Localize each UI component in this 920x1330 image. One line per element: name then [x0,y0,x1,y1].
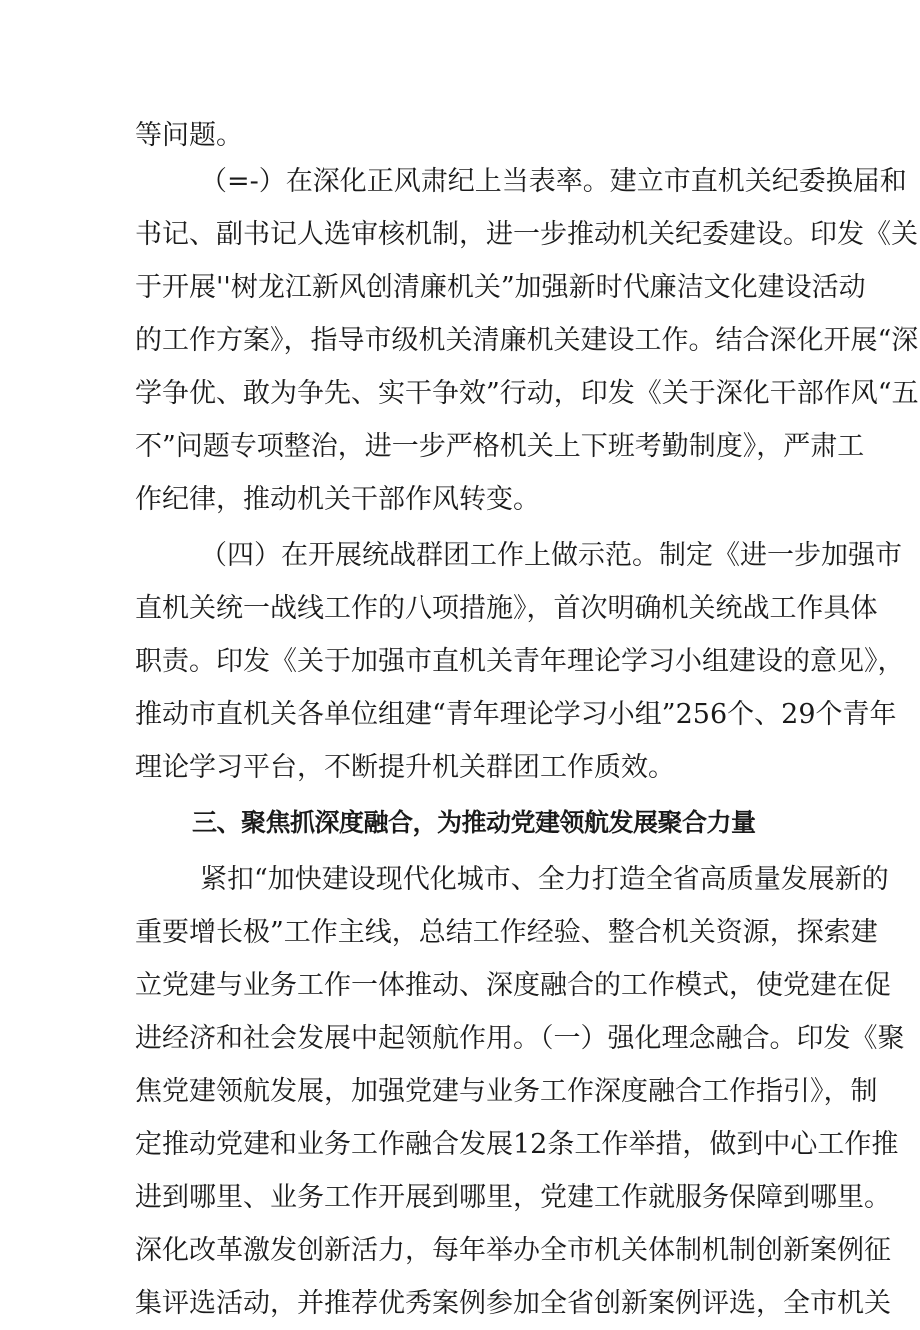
body-line-clipped: 集评选活动，并推荐优秀案例参加全省创新案例评选，全市机关 [135,1288,891,1319]
paragraph-first-line: 紧扣“加快建设现代化城市、全力打造全省高质量发展新的 [200,864,889,895]
body-line: 不”问题专项整治，进一步严格机关上下班考勤制度》，严肃工 [135,431,865,462]
body-line-last: 作纪律，推动机关干部作风转变。 [135,484,540,515]
body-line: 于开展''树龙江新风创清廉机关”加强新时代廉洁文化建设活动 [135,272,866,303]
body-line: 职责。印发《关于加强市直机关青年理论学习小组建设的意见》， [135,646,905,677]
body-line: 的工作方案》，指导市级机关清廉机关建设工作。结合深化开展“深 [135,325,919,356]
section-4-first-line: （四）在开展统战群团工作上做示范。制定《进一步加强市 [200,540,902,571]
body-line: 进到哪里、业务工作开展到哪里，党建工作就服务保障到哪里。 [135,1182,891,1213]
body-line: 学争优、敢为争先、实干争效”行动，印发《关于深化干部作风“五 [135,378,919,409]
body-line: 立党建与业务工作一体推动、深度融合的工作模式，使党建在促 [135,970,891,1001]
body-line: 进经济和社会发展中起领航作用。（一）强化理念融合。印发《聚 [135,1023,905,1054]
body-line: 推动市直机关各单位组建“青年理论学习小组”256个、29个青年 [135,699,897,730]
body-line-last: 理论学习平台，不断提升机关群团工作质效。 [135,752,675,783]
section-3-first-line: （=-）在深化正风肃纪上当表率。建立市直机关纪委换届和 [200,166,907,197]
body-line: 书记、副书记人选审核机制，进一步推动机关纪委建设。印发《关 [135,219,918,250]
body-line: 重要增长极”工作主线，总结工作经验、整合机关资源，探索建 [135,917,878,948]
paragraph-fragment-end: 等问题。 [135,120,243,151]
body-line: 焦党建领航发展，加强党建与业务工作深度融合工作指引》，制 [135,1076,878,1107]
body-line: 直机关统一战线工作的八项措施》，首次明确机关统战工作具体 [135,593,878,624]
body-line: 定推动党建和业务工作融合发展12条工作举措，做到中心工作推 [135,1129,899,1160]
body-line: 深化改革激发创新活力，每年举办全市机关体制机制创新案例征 [135,1235,891,1266]
section-heading: 三、聚焦抓深度融合，为推动党建领航发展聚合力量 [192,808,756,837]
